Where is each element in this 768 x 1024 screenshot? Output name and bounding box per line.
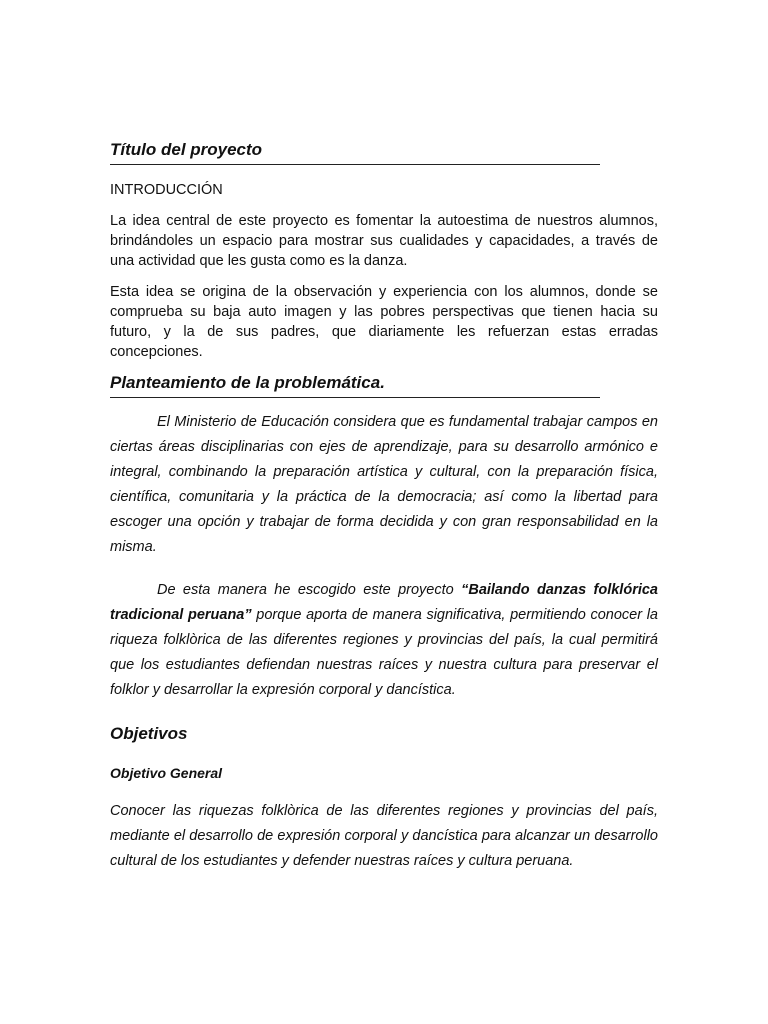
- problem-paragraph-2-lead: De esta manera he escogido este proyecto: [157, 582, 462, 598]
- intro-label: INTRODUCCIÓN: [110, 182, 223, 198]
- problem-paragraph-2-rest: porque aporta de manera significativa, permitiendo conocer la riqueza folklòrica de las diferentes regiones y provincias del país, la cual permitirá que los estudiantes defiendan nuestras raíces y nuestra cultura para preservar el folklor y desarrollar la expresión corporal y dancística.: [110, 607, 658, 698]
- intro-paragraph-1: La idea central de este proyecto es fomentar la autoestima de nuestros alumnos, brindándoles un espacio para mostrar sus cualidades y capacidades, a través de una actividad que les gusta como es la danza.: [110, 213, 658, 269]
- objectives-heading: Objetivos: [110, 724, 188, 743]
- general-objective-heading: Objetivo General: [110, 765, 223, 781]
- problem-paragraph-2: [110, 578, 658, 703]
- project-name: “Bailando danzas folklórica tradicional peruana”: [110, 582, 658, 623]
- general-objective-text: Conocer las riquezas folklòrica de las diferentes regiones y provincias del país, mediante el desarrollo de expresión corporal y dancística para alcanzar un desarrollo cultural de los estudiantes y defender nuestras raíces y cultura peruana.: [110, 803, 658, 869]
- project-title: Título del proyecto: [110, 140, 600, 165]
- problem-heading: Planteamiento de la problemática.: [110, 373, 600, 398]
- intro-paragraph-2: Esta idea se origina de la observación y experiencia con los alumnos, donde se comprueba su baja auto imagen y las pobres perspectivas que tienen hacia su futuro, y la de sus padres, que diariamente les refuerzan estas erradas concepciones.: [110, 284, 658, 360]
- problem-paragraph-1: El Ministerio de Educación considera que es fundamental trabajar campos en ciertas áreas disciplinarias con ejes de aprendizaje, para su desarrollo armónico e integral, combinando la preparación artística y cultural, con la preparación física, científica, comunitaria y la práctica de la democracia; así como la libertad para escoger una opción y trabajar de forma decidida y con gran responsabilidad en la misma.: [110, 414, 658, 555]
